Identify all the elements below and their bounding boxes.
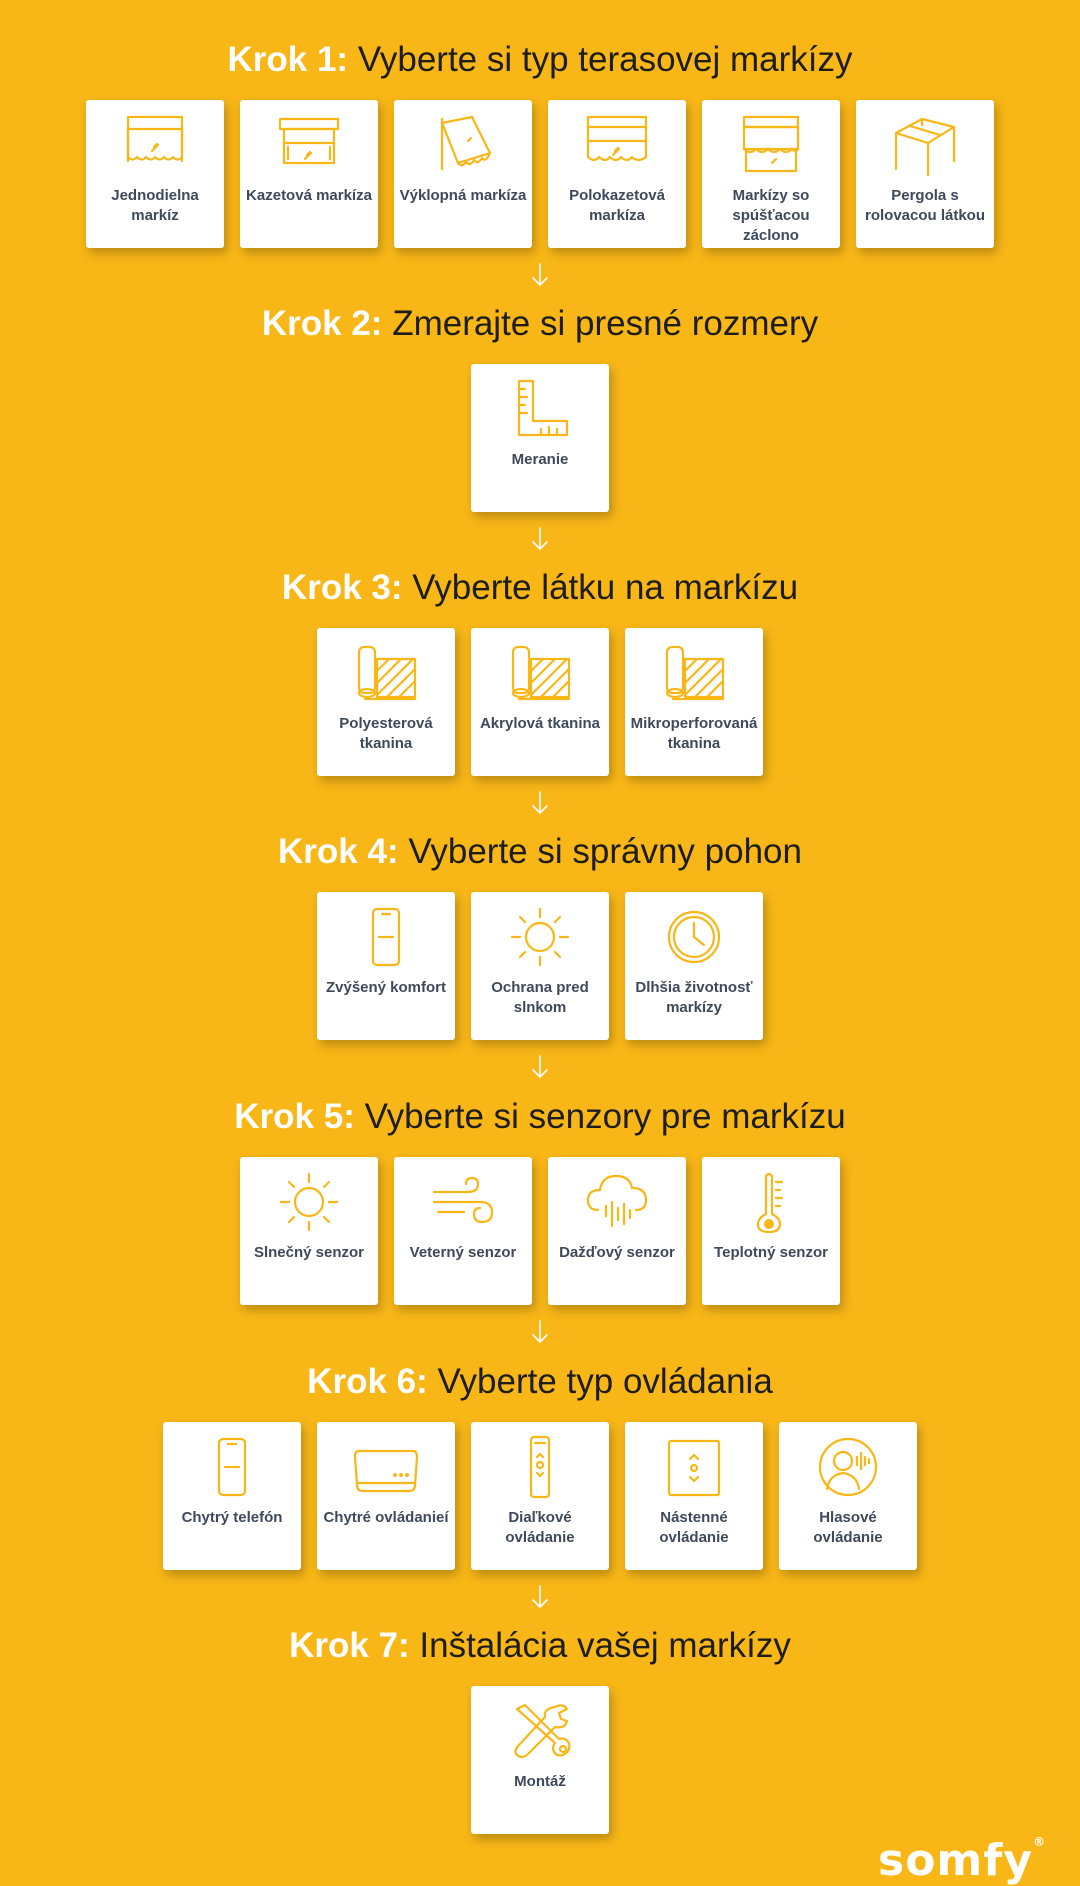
fabric-roll-icon (659, 640, 729, 706)
option-card[interactable] (856, 100, 994, 248)
step-number: Krok 2: (261, 304, 383, 343)
awning-cassette-icon (274, 112, 344, 178)
option-label: Teplotný senzor (714, 1244, 828, 1261)
option-label: Polokazetová markíza (569, 187, 665, 224)
step-title (0, 1095, 1080, 1139)
step-title (0, 1360, 1080, 1404)
option-card[interactable] (702, 100, 840, 248)
option-label: Markízy so spúšťacou záclono (732, 187, 810, 244)
option-card[interactable] (317, 892, 455, 1040)
option-card[interactable] (163, 1422, 301, 1570)
step-number: Krok 1: (227, 40, 349, 79)
option-label: Výklopná markíza (399, 187, 527, 204)
down-arrow-icon (530, 1054, 550, 1080)
option-label: Hlasové ovládanie (813, 1509, 883, 1546)
option-card[interactable] (702, 1157, 840, 1305)
tools-icon (505, 1698, 575, 1764)
step-title (0, 38, 1080, 82)
awning-single-icon (120, 112, 190, 178)
smart-hub-icon (351, 1434, 421, 1500)
option-cards (0, 1422, 1080, 1570)
option-card[interactable] (625, 1422, 763, 1570)
wind-icon (428, 1169, 498, 1235)
option-cards (0, 892, 1080, 1040)
sun-icon (274, 1169, 344, 1235)
awning-with-valance-icon (736, 112, 806, 178)
option-card[interactable] (317, 628, 455, 776)
option-label: Polyesterová tkanina (339, 715, 433, 752)
option-label: Chytrý telefón (181, 1509, 283, 1526)
option-card[interactable] (625, 892, 763, 1040)
option-label: Dlhšia životnosť markízy (635, 979, 753, 1016)
option-label: Veterný senzor (409, 1244, 517, 1261)
voice-assistant-icon (813, 1434, 883, 1500)
option-cards (0, 628, 1080, 776)
down-arrow-icon (530, 790, 550, 816)
down-arrow-icon (530, 1319, 550, 1345)
down-arrow-icon (530, 1584, 550, 1610)
option-label: Diaľkové ovládanie (505, 1509, 575, 1546)
step-number: Krok 5: (234, 1097, 355, 1136)
fabric-roll-icon (351, 640, 421, 706)
option-card[interactable] (471, 1686, 609, 1834)
option-label: Chytré ovládanieí (323, 1509, 449, 1526)
option-label: Pergola s rolovacou látkou (864, 187, 986, 224)
step-number: Krok 7: (289, 1626, 410, 1665)
rain-cloud-icon (582, 1169, 652, 1235)
remote-control-icon (505, 1434, 575, 1500)
option-cards (0, 1686, 1080, 1834)
option-cards (0, 364, 1080, 512)
awning-drop-arm-icon (428, 112, 498, 178)
thermometer-icon (736, 1169, 806, 1235)
option-card[interactable] (317, 1422, 455, 1570)
sun-icon (505, 904, 575, 970)
step-number: Krok 4: (278, 832, 399, 871)
step-heading: Vyberte typ ovládania (437, 1362, 773, 1401)
option-card[interactable] (625, 628, 763, 776)
option-label: Kazetová markíza (246, 187, 372, 204)
fabric-roll-icon (505, 640, 575, 706)
option-card[interactable] (471, 1422, 609, 1570)
wall-switch-icon (659, 1434, 729, 1500)
pergola-icon (890, 112, 960, 178)
smartphone-icon (351, 904, 421, 970)
step-heading: Inštalácia vašej markízy (419, 1626, 791, 1665)
somfy-logo (878, 1835, 1048, 1885)
option-card[interactable] (471, 628, 609, 776)
option-card[interactable] (548, 100, 686, 248)
logo-text: somfy (878, 1835, 1034, 1886)
option-label: Meranie (511, 451, 569, 468)
option-label: Dažďový senzor (559, 1244, 675, 1261)
option-label: Nástenné ovládanie (659, 1509, 729, 1546)
step-title (0, 302, 1080, 346)
option-label: Zvýšený komfort (325, 979, 447, 996)
step-heading: Vyberte si senzory pre markízu (364, 1097, 846, 1136)
down-arrow-icon (530, 526, 550, 552)
option-label: Ochrana pred slnkom (491, 979, 589, 1016)
step-number: Krok 3: (281, 568, 403, 607)
ruler-square-icon (505, 376, 575, 442)
registered-mark: ® (1033, 1835, 1047, 1849)
step-heading: Zmerajte si presné rozmery (392, 304, 819, 343)
step-title (0, 830, 1080, 874)
step-title (0, 566, 1080, 610)
option-card[interactable] (779, 1422, 917, 1570)
option-card[interactable] (394, 100, 532, 248)
clock-icon (659, 904, 729, 970)
option-label: Mikroperforovaná tkanina (630, 715, 758, 752)
option-card[interactable] (240, 100, 378, 248)
awning-semi-cassette-icon (582, 112, 652, 178)
option-cards (0, 1157, 1080, 1305)
option-card[interactable] (548, 1157, 686, 1305)
option-cards (0, 100, 1080, 248)
option-label: Slnečný senzor (253, 1244, 365, 1261)
step-number: Krok 6: (307, 1362, 428, 1401)
step-heading: Vyberte látku na markízu (412, 568, 799, 607)
step-heading: Vyberte si typ terasovej markízy (357, 40, 853, 79)
option-card[interactable] (471, 892, 609, 1040)
step-title (0, 1624, 1080, 1668)
option-label: Akrylová tkanina (479, 715, 601, 732)
down-arrow-icon (530, 262, 550, 288)
option-card[interactable] (471, 364, 609, 512)
smartphone-icon (197, 1434, 267, 1500)
option-label: Montáž (514, 1773, 566, 1790)
step-heading: Vyberte si správny pohon (408, 832, 802, 871)
option-card[interactable] (240, 1157, 378, 1305)
option-card[interactable] (394, 1157, 532, 1305)
option-card[interactable] (86, 100, 224, 248)
option-label: Jednodielna markíz (111, 187, 199, 224)
